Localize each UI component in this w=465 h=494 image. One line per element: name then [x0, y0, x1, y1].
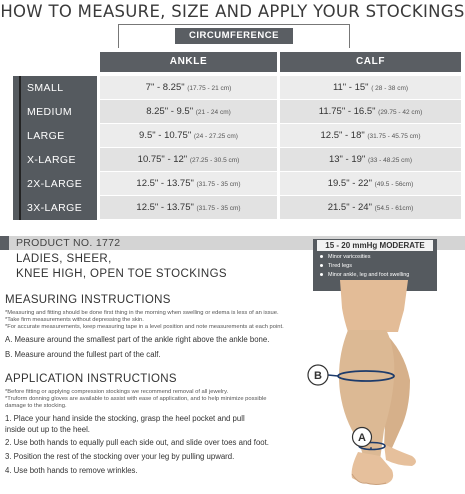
table-row — [13, 100, 461, 124]
size-cell — [13, 148, 97, 172]
application-step: 2. Use both hands to equally pull each side out, and slide over toes and foot. — [5, 438, 269, 447]
application-note: damage to the stocking. — [5, 403, 67, 409]
measuring-step: B. Measure around the fullest part of the calf. — [5, 350, 161, 359]
ankle-value: 12.5" - 13.75" (31.75 - 35 cm) — [100, 196, 277, 220]
product-number: PRODUCT NO. 1772 — [16, 237, 121, 249]
label-a: A — [358, 432, 366, 444]
table-row — [13, 76, 461, 100]
measuring-title: MEASURING INSTRUCTIONS — [5, 294, 171, 306]
application-step: 3. Position the rest of the stocking over your leg by pulling upward. — [5, 452, 235, 461]
compression-label: 15 - 20 mmHg MODERATE — [317, 240, 433, 251]
application-note: *Truform donning gloves are available to assist with ease of application, and to help minimize possible — [5, 396, 267, 402]
size-cell — [13, 100, 97, 124]
size-label: X-LARGE — [27, 154, 76, 166]
ankle-value: 10.75" - 12" (27.25 - 30.5 cm) — [100, 148, 277, 172]
table-row — [13, 148, 461, 172]
bullet-icon — [320, 255, 323, 258]
leg-thigh — [340, 280, 408, 332]
size-label: SMALL — [27, 82, 64, 94]
table-row — [13, 196, 461, 220]
application-step: 1. Place your hand inside the stocking, grasp the heel pocket and pull — [5, 414, 245, 423]
compression-use: Minor varicosities — [320, 254, 370, 260]
bullet-icon — [320, 273, 323, 276]
calf-value: 19.5" - 22" (49.5 - 56cm) — [280, 172, 461, 196]
product-bar-accent — [0, 236, 9, 250]
leader-b — [328, 375, 338, 376]
size-label: LARGE — [27, 130, 65, 142]
compression-use: Tired legs — [320, 263, 352, 269]
bullet-icon — [320, 264, 323, 267]
calf-value: 13" - 19" (33 - 48.25 cm) — [280, 148, 461, 172]
ankle-value: 9.5" - 10.75" (24 - 27.25 cm) — [100, 124, 277, 148]
size-cell — [13, 172, 97, 196]
product-name-line2: KNEE HIGH, OPEN TOE STOCKINGS — [16, 268, 227, 280]
product-name-line1: LADIES, SHEER, — [16, 253, 112, 265]
calf-value: 12.5" - 18" (31.75 - 45.75 cm) — [280, 124, 461, 148]
label-b: B — [314, 370, 322, 382]
calf-value: 11.75" - 16.5" (29.75 - 42 cm) — [280, 100, 461, 124]
size-label: 3X-LARGE — [27, 202, 83, 214]
circumference-header: CIRCUMFERENCE — [175, 28, 293, 44]
size-label: MEDIUM — [27, 106, 72, 118]
application-note: *Before fitting or applying compression stockings we recommend removal of all jewelry. — [5, 389, 229, 395]
compression-use: Minor ankle, leg and foot swelling — [320, 272, 409, 278]
calf-value: 21.5" - 24" (54.5 - 61cm) — [280, 196, 461, 220]
measuring-note: *For accurate measurements, keep measuring tape in a level position and note measurements at each point. — [5, 324, 284, 330]
ankle-value: 7" - 8.25" (17.75 - 21 cm) — [100, 76, 277, 100]
size-cell — [13, 124, 97, 148]
application-step: 4. Use both hands to remove wrinkles. — [5, 466, 138, 475]
application-title: APPLICATION INSTRUCTIONS — [5, 373, 177, 385]
table-row — [13, 124, 461, 148]
calf-header: CALF — [280, 52, 461, 72]
ankle-value: 8.25" - 9.5" (21 - 24 cm) — [100, 100, 277, 124]
measuring-note: *Take firm measurements without depressing the skin. — [5, 317, 144, 323]
size-label: 2X-LARGE — [27, 178, 83, 190]
back-foot — [384, 444, 416, 466]
ankle-header: ANKLE — [100, 52, 277, 72]
measuring-note: *Measuring and fitting should be done first thing in the morning when swelling or edema is less of an issue. — [5, 310, 279, 316]
leg-diagram — [300, 280, 460, 490]
application-step: inside out up to the heel. — [5, 425, 90, 434]
measuring-step: A. Measure around the smallest part of the ankle right above the ankle bone. — [5, 335, 270, 344]
page-title: HOW TO MEASURE, SIZE AND APPLY YOUR STOCKINGS — [0, 2, 465, 21]
size-cell — [13, 196, 97, 220]
table-row — [13, 172, 461, 196]
ankle-value: 12.5" - 13.75" (31.75 - 35 cm) — [100, 172, 277, 196]
calf-value: 11" - 15" ( 28 - 38 cm) — [280, 76, 461, 100]
size-cell — [13, 76, 97, 100]
